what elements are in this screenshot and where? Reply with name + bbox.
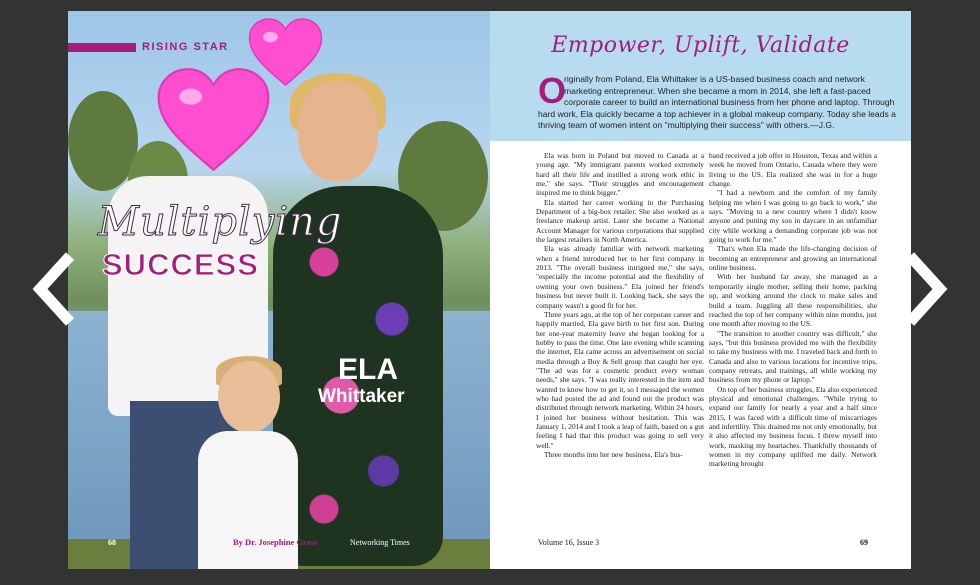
section-label: RISING STAR [142,41,229,53]
byline: By Dr. Josephine Gross [233,537,318,547]
issue-volume: Volume 16, Issue 3 [538,538,600,547]
headline-script: Multiplying [98,199,343,245]
chevron-left-icon [30,250,78,328]
body-paragraph: "The transition to another country was difficult," she says, "but this business provided me with the flexibility to take my business with me. I traveled back and forth to Canada and also to various locations for incentive trips, company retreats, and trainings, all while working my business from my phone or laptop." [709,328,877,385]
boy-figure [198,431,298,569]
subject-last-name: Whittaker [318,386,405,407]
magazine-spread [68,11,911,569]
magazine-name: Networking Times [350,538,410,547]
body-paragraph: Three years ago, at the top of her corporate career and happily married, Ela gave birth to her first son. During her one-year maternity leave she began looking for a hobby to pass the time. One late evening while scanning the internet, Ela came across an advertisement on social media through a Buy & Sell group that caught her eye. "The ad was for a cosmetic product every woman needs," she says. "I was really interested in the item and wanted to know how to get it, so I messaged the women who had posted the ad and found out the product was distributed through network marketing. Within 24 hours, I joined her business without hesitation. This was January 1, 2014 and I took a leap of faith, based on a gut feeling I had that this product was going to sell very well." [536,309,704,450]
body-paragraph: "I had a newborn and the comfort of my family helping me when I was going to go back to work," she says. "Moving to a new country where I didn't know anyone and putting my son in daycare in an unfamiliar city while working a demanding corporate job was not going to work for me." [709,188,877,245]
article-column-2 [709,151,877,469]
previous-page-button[interactable] [30,250,78,333]
body-paragraph: With her husband far away, she managed as a temporarily single mother, selling their home, packing up, and working around the clock to make sales and build a team. Juggling all these responsibilities, she reached the top of her company within nine months, just one month after moving to the US. [709,272,877,329]
body-paragraph: That's when Ela made the life-changing decision of becoming an entrepreneur and growing an international online business. [709,244,877,273]
boy-face [218,361,280,433]
left-page-number: 68 [108,538,116,547]
intro-paragraph [538,70,896,132]
chevron-right-icon [902,250,950,328]
heart-icon [248,17,323,92]
subject-first-name: ELA [338,353,398,386]
article-column-1 [536,151,704,459]
drop-cap: O [538,70,567,111]
left-page-photo [68,11,490,569]
right-page-article [490,11,911,569]
body-paragraph: Ela was born in Poland but moved to Canada at a young age. "My immigrant parents worked extremely hard all their life and instilled a strong work ethic in me," she says. "Their struggles and encouragement inspired me to think bigger." [536,151,704,198]
article-title: Empower, Uplift, Validate [551,33,850,58]
right-page-number: 69 [860,538,868,547]
body-paragraph: On top of her business struggles, Ela also experienced physical and emotional challenges. "While trying to expand our family for nearly a year and a half since 2015, I was faced with a difficult time of miscarriages and infertility. This drained me not only emotionally, but it also affected my business focus. I threw myself into work, masking my heartaches. Thankfully thousands of women in my company uplifted me daily. Network marketing brought [709,384,877,469]
next-page-button[interactable] [902,250,950,333]
body-paragraph: Ela was already familiar with network marketing when a friend introduced her to her first company in 2013. "The overall business intrigued me," she says, "especially the income potential and the flexibility of owning your own business." Ela joined her friend's business but never built it. Looking back, she says the company wasn't a good fit for her. [536,244,704,310]
body-paragraph: Three months into her new business, Ela's hus- [544,450,683,459]
headline-bold: SUCCESS [102,247,259,282]
woman-face [298,81,378,181]
body-paragraph: Ela started her career working in the Purchasing Department of a big-box retailer. She also worked as a freelance makeup artist. Later she became a National Account Manager for various corporations that supplied the largest retailers in North America. [536,197,704,245]
section-label-bar [68,43,136,52]
body-paragraph: band received a job offer in Houston, Texas and within a week he moved from Ontario, Canada where they were living to the US. Ela realized she was in for a huge change. [709,151,877,189]
intro-text: riginally from Poland, Ela Whittaker is a US-based business coach and network marketing entrepreneur. When she became a mom in 2014, she left a fast-paced corporate career to build an international business from her phone and laptop. Through hard work, Ela quickly became a top achiever in a global makeup company. Today she leads a thriving team of women intent on "multiplying their success" with others.—J.G. [538,74,896,130]
